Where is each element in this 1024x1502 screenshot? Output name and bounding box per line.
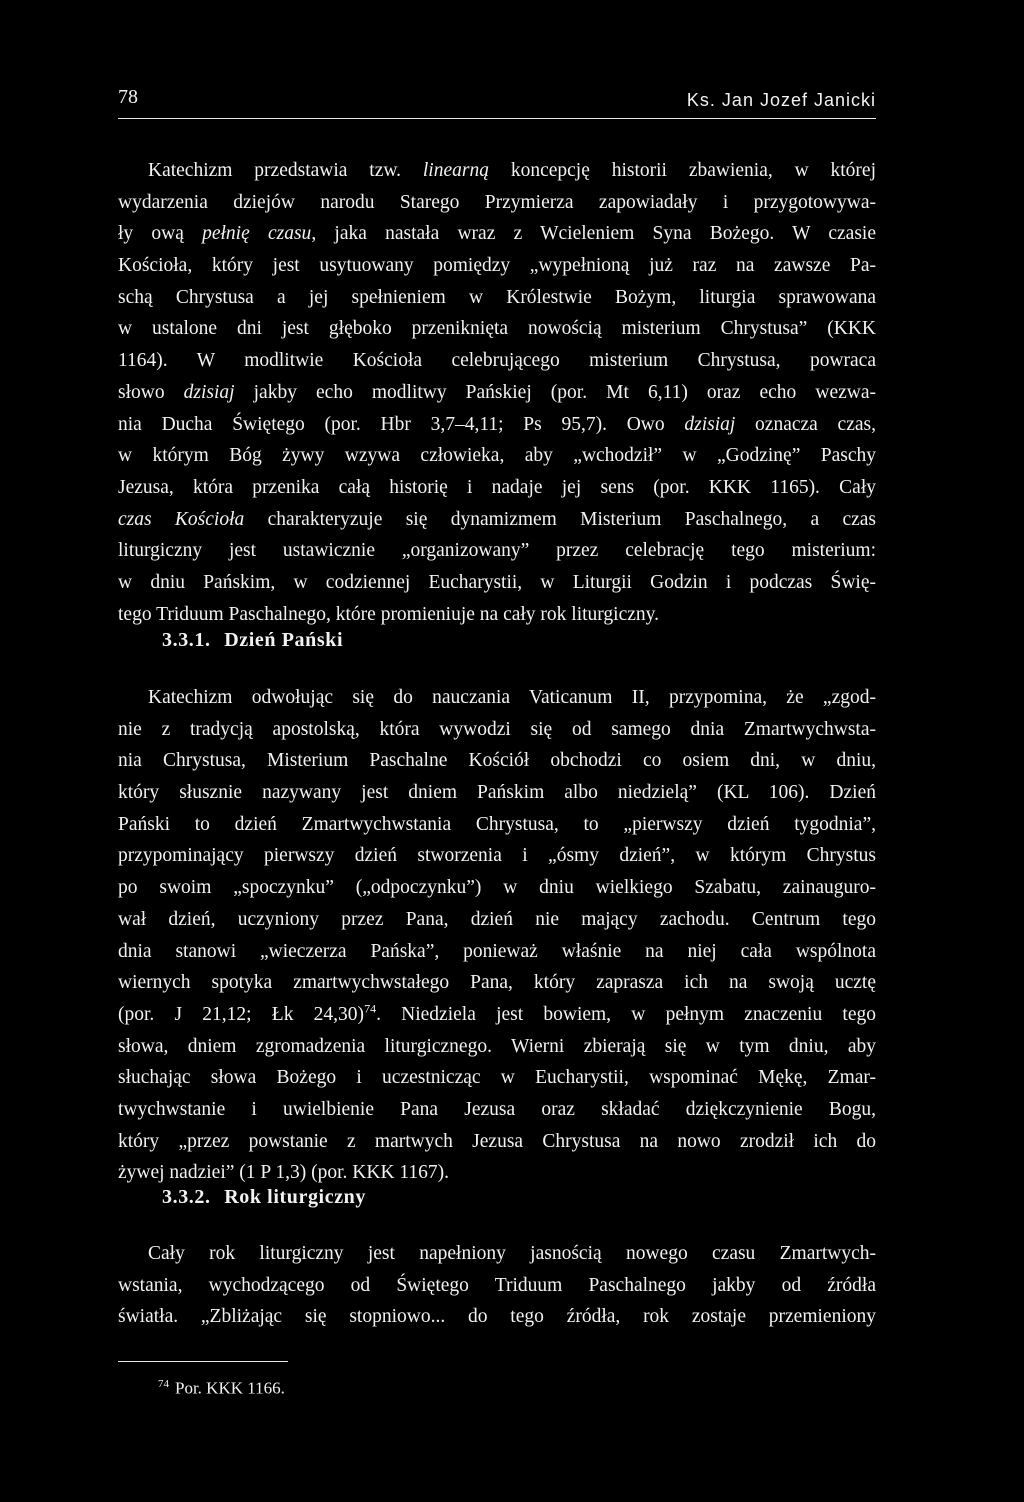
page-header [118, 86, 876, 119]
text-line: czas Kościoła charakteryzuje się dynamizmem Misterium Paschalnego, a czas [118, 508, 876, 530]
text-line: wstania, wychodzącego od Świętego Triduum Paschalnego jakby od źródła [118, 1274, 876, 1296]
text-line: liturgiczny jest ustawicznie „organizowany” przez celebrację tego misterium: [118, 540, 876, 562]
paragraph-1 [118, 155, 876, 630]
text-line: wydarzenia dziejów narodu Starego Przymierza zapowiadały i przygotowywa- [118, 191, 876, 213]
text-line: wał dzień, uczyniony przez Pana, dzień nie mający zachodu. Centrum tego [118, 908, 876, 930]
text-line: (por. J 21,12; Łk 24,30)$^{74}$. Niedziela jest bowiem, w pełnym znaczeniu tego [118, 1001, 876, 1025]
text-line: Pański to dzień Zmartwychwstania Chrystusa, to „pierwszy dzień tygodnia”, [118, 813, 876, 835]
section-number: 3.3.1. [162, 629, 211, 651]
text-line: światła. „Zbliżając się stopniowo... do tego źródła, rok zostaje przemieniony [118, 1306, 876, 1328]
text-line: słowo dzisiaj jakby echo modlitwy Pańskiej (por. Mt 6,11) oraz echo wezwa- [118, 381, 876, 403]
text-line: ły ową pełnię czasu, jaka nastała wraz z Wcieleniem Syna Bożego. W czasie [118, 223, 876, 245]
text-line: przypominający pierwszy dzień stworzenia i „ósmy dzień”, w którym Chrystus [118, 845, 876, 867]
text-line: po swoim „spoczynku” („odpoczynku”) w dniu wielkiego Szabatu, zainauguro- [118, 877, 876, 899]
text-line: żywej nadziei” (1 P 1,3) (por. KKK 1167). [118, 1162, 450, 1184]
footnote [158, 1378, 285, 1399]
text-line: Katechizm odwołując się do nauczania Vaticanum II, przypomina, że „zgod- [148, 687, 876, 708]
text-line: Kościoła, który jest usytuowany pomiędzy „wypełnioną już raz na zawsze Pa- [118, 255, 876, 277]
text-line: Jezusa, która przenika całą historię i nadaje jej sens (por. KKK 1165). Cały [118, 476, 876, 498]
text-line: nia Ducha Świętego (por. Hbr 3,7–4,11; Ps 95,7). Owo dzisiaj oznacza czas, [118, 413, 876, 435]
text-line: twychwstanie i uwielbienie Pana Jezusa oraz składać dziękczynienie Bogu, [118, 1098, 876, 1120]
running-head: Ks. Jan Jozef Janicki [686, 90, 876, 110]
text-line: schą Chrystusa a jej spełnieniem w Królestwie Bożym, liturgia sprawowana [118, 286, 876, 308]
text-line: dnia stanowi „wieczerza Pańska”, ponieważ właśnie na niej cała wspólnota [118, 940, 876, 962]
text-line: wiernych spotyka zmartwychwstałego Pana, który zaprasza ich na swoją ucztę [118, 972, 876, 994]
text-line: Katechizm przedstawia tzw. linearną koncepcję historii zbawienia, w której [148, 160, 876, 181]
paragraph-2 [118, 682, 876, 1189]
text-line: 1164). W modlitwie Kościoła celebrującego misterium Chrystusa, powraca [118, 350, 876, 372]
footnote-ref: 74 [364, 1001, 377, 1016]
footnote-text: Por. KKK 1166. [175, 1378, 285, 1398]
paragraph-3 [118, 1238, 876, 1333]
text-line: w dniu Pańskim, w codziennej Eucharystii, w Liturgii Godzin i podczas Świę- [118, 571, 876, 593]
text-line: słowa, dniem zgromadzenia liturgicznego. Wierni zbierają się w tym dniu, aby [118, 1035, 876, 1057]
text-line: który słusznie nazywany jest dniem Pańskim albo niedzielą” (KL 106). Dzień [118, 782, 876, 804]
section-heading-3-3-1 [162, 629, 343, 652]
section-number: 3.3.2. [162, 1186, 211, 1208]
text-line: który „przez powstanie z martwych Jezusa Chrystusa na nowo zrodził ich do [118, 1130, 876, 1152]
section-title: Rok liturgiczny [224, 1186, 366, 1208]
section-title: Dzień Pański [224, 629, 344, 651]
text-line: nia Chrystusa, Misterium Paschalne Kościół obchodzi co osiem dni, w dniu, [118, 750, 876, 772]
text-line: w którym Bóg żywy wzywa człowieka, aby „wchodził” w „Godzinę” Paschy [118, 445, 876, 467]
text-line: słuchając słowa Bożego i uczestnicząc w Eucharystii, wspominać Mękę, Zmar- [118, 1067, 876, 1089]
text-line: Cały rok liturgiczny jest napełniony jasnością nowego czasu Zmartwych- [148, 1243, 876, 1264]
page-number: 78 [118, 86, 138, 108]
footnote-number: 74 [158, 1378, 169, 1390]
footnote-divider [118, 1361, 288, 1362]
text-line: tego Triduum Paschalnego, które promieniuje na cały rok liturgiczny. [118, 603, 660, 625]
text-line: w ustalone dni jest głęboko przeniknięta nowością misterium Chrystusa” (KKK [118, 318, 876, 340]
text-line: nie z tradycją apostolską, która wywodzi się od samego dnia Zmartwychwsta- [118, 718, 876, 740]
section-heading-3-3-2 [162, 1186, 366, 1209]
